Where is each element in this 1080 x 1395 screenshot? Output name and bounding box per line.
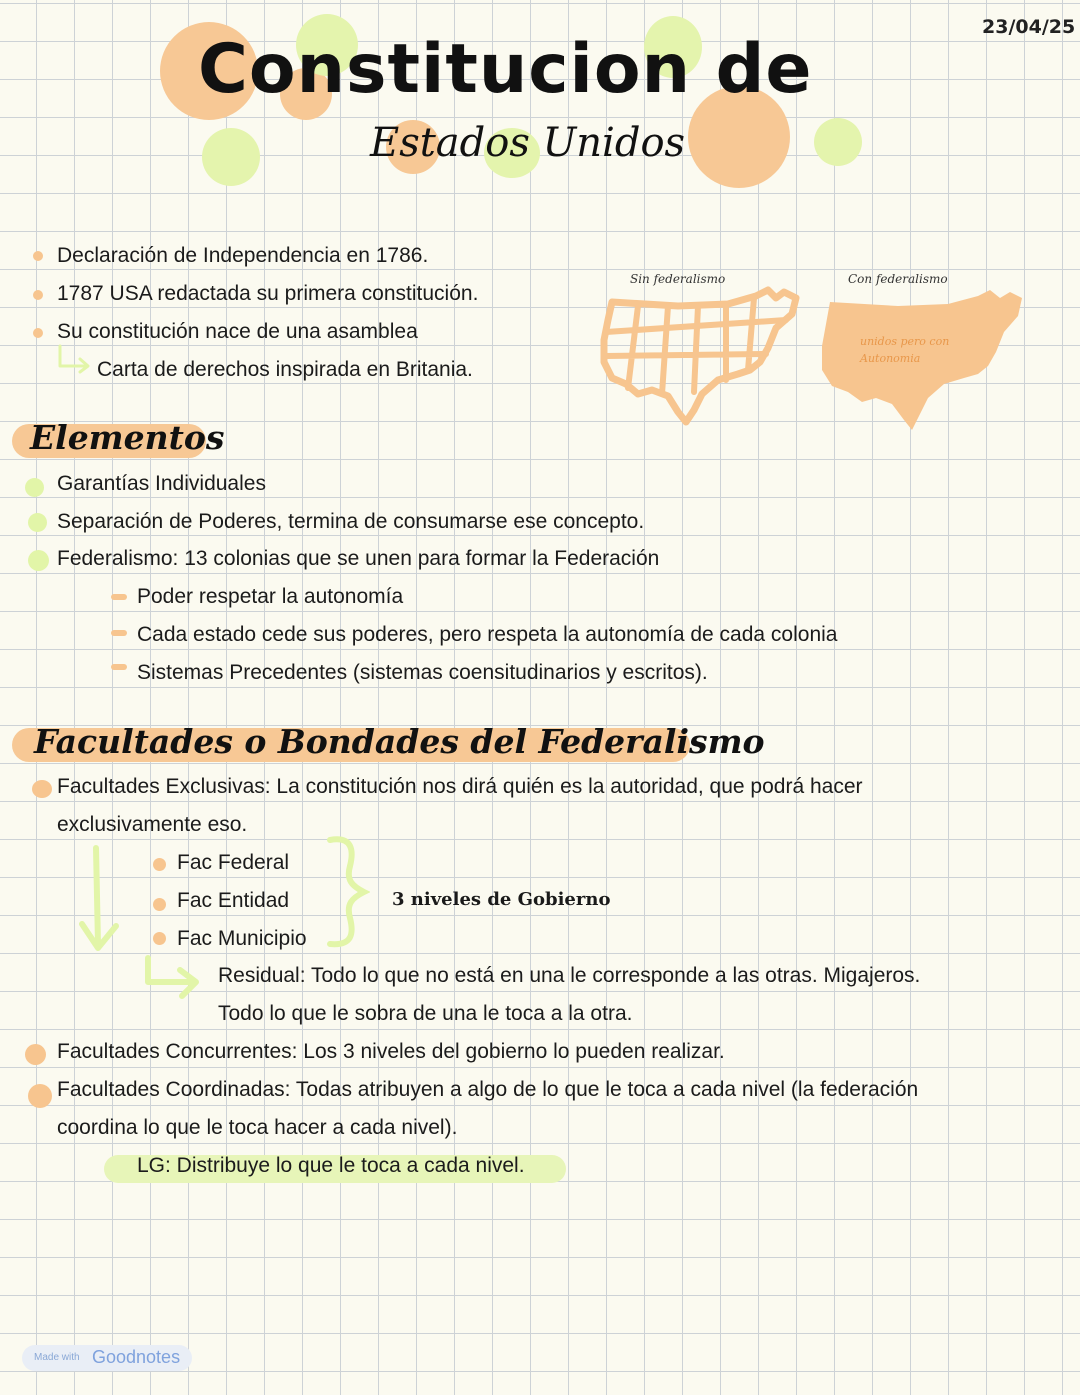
section-heading-facultades: Facultades o Bondades del Federalismo	[34, 722, 765, 761]
nivel-municipio: Fac Municipio	[177, 927, 307, 950]
bullet-dot	[153, 858, 166, 871]
elementos-sub-item-2: Cada estado cede sus poderes, pero respeta la autonomía de cada colonia	[137, 623, 838, 646]
dash-bullet	[111, 594, 127, 600]
intro-item-1: Declaración de Independencia en 1786.	[57, 244, 429, 267]
badge-brand: Goodnotes	[92, 1347, 181, 1367]
arrow-right-icon	[54, 344, 94, 376]
bullet-dot	[33, 290, 43, 300]
arrow-right-icon	[140, 952, 204, 1004]
intro-item-3: Su constitución nace de una asamblea	[57, 320, 418, 343]
elementos-sub-item-1: Poder respetar la autonomía	[137, 585, 404, 608]
nivel-entidad: Fac Entidad	[177, 889, 290, 912]
dash-bullet	[111, 664, 127, 670]
map-note-line-1: unidos pero con	[860, 335, 950, 348]
goodnotes-badge	[22, 1345, 192, 1371]
elementos-item-3: Federalismo: 13 colonias que se unen para formar la Federación	[57, 547, 660, 570]
deco-green-blob-5	[814, 118, 862, 166]
coordinadas-line-2: coordina lo que le toca hacer a cada nivel).	[57, 1116, 458, 1139]
map-label-sin-federalismo: Sin federalismo	[630, 272, 726, 286]
residual-line-1: Residual: Todo lo que no está en una le corresponde a las otras. Migajeros.	[218, 964, 921, 987]
elementos-item-2: Separación de Poderes, termina de consumarse ese concepto.	[57, 510, 645, 533]
elementos-sub-item-3: Sistemas Precedentes (sistemas coensitudinarios y escritos).	[137, 661, 708, 684]
bullet-dot	[28, 1084, 52, 1108]
intro-item-2: 1787 USA redactada su primera constitución.	[57, 282, 479, 305]
page-title: Constitucion de	[198, 30, 813, 109]
section-heading-elementos: Elementos	[30, 418, 225, 457]
bullet-dot	[33, 251, 43, 261]
bullet-dot	[25, 478, 44, 497]
bullet-dot	[153, 932, 166, 945]
bullet-dot	[153, 898, 166, 911]
usa-map-grid-icon	[598, 284, 802, 432]
curly-brace-icon	[322, 834, 370, 950]
bullet-dot	[25, 1044, 46, 1065]
elementos-item-1: Garantías Individuales	[57, 472, 266, 495]
exclusivas-line-2: exclusivamente eso.	[57, 813, 248, 836]
bullet-dot	[32, 780, 52, 798]
concurrentes-line: Facultades Concurrentes: Los 3 niveles del gobierno lo pueden realizar.	[57, 1040, 725, 1063]
badge-made-with: Made with	[34, 1352, 80, 1363]
date-label: 23/04/25	[982, 16, 1076, 38]
nivel-federal: Fac Federal	[177, 851, 290, 874]
intro-sub-item: Carta de derechos inspirada en Britania.	[97, 358, 473, 381]
deco-green-blob-2	[202, 128, 260, 186]
bullet-dot	[28, 513, 47, 532]
lg-line: LG: Distribuye lo que le toca a cada nivel.	[137, 1154, 525, 1177]
coordinadas-line-1: Facultades Coordinadas: Todas atribuyen a algo de lo que le toca a cada nivel (la federación	[57, 1078, 919, 1101]
map-note-line-2: Autonomia	[860, 352, 921, 365]
exclusivas-line-1: Facultades Exclusivas: La constitución nos dirá quién es la autoridad, que podrá hacer	[57, 775, 863, 798]
bullet-dot	[33, 328, 43, 338]
residual-line-2: Todo lo que le sobra de una le toca a la otra.	[218, 1002, 633, 1025]
page-subtitle: Estados Unidos	[370, 120, 686, 166]
usa-map-filled-icon	[818, 286, 1026, 436]
brace-note: 3 niveles de Gobierno	[392, 889, 611, 910]
dash-bullet	[111, 630, 127, 636]
arrow-down-icon	[74, 844, 124, 956]
map-label-con-federalismo: Con federalismo	[848, 272, 948, 286]
bullet-dot	[28, 550, 49, 571]
